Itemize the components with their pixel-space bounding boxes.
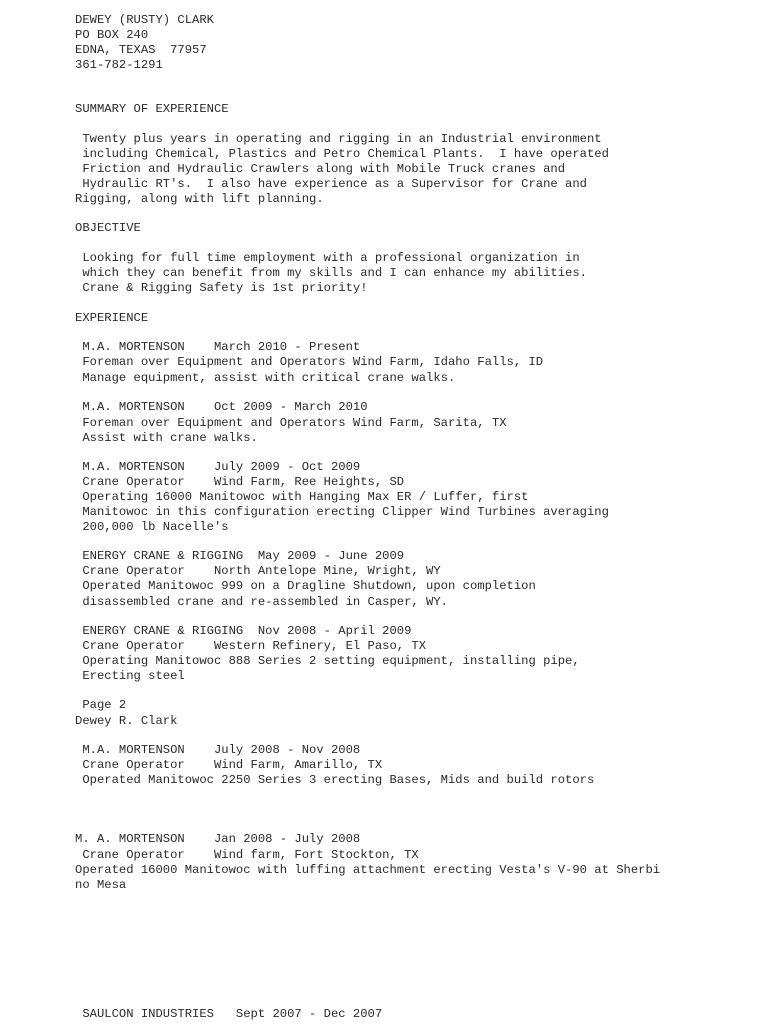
job-detail: Crane Operator Western Refinery, El Paso, TX [75, 639, 427, 653]
job-detail: Manitowoc in this configuration erecting Clipper Wind Turbines averaging [75, 505, 609, 519]
section-heading-objective: OBJECTIVE [75, 221, 141, 235]
job-header: M. A. MORTENSON Jan 2008 - July 2008 [75, 832, 361, 846]
job-detail: Operated Manitowoc 999 on a Dragline Shutdown, upon completion [75, 579, 536, 593]
summary-line: Rigging, along with lift planning. [75, 192, 324, 206]
page-marker: Page 2 [75, 698, 127, 712]
job-detail: Foreman over Equipment and Operators Wind Farm, Sarita, TX [75, 416, 507, 430]
objective-line: Looking for full time employment with a professional organization in [75, 251, 580, 265]
job-detail: Operating 16000 Manitowoc with Hanging Max ER / Luffer, first [75, 490, 529, 504]
summary-line: including Chemical, Plastics and Petro Chemical Plants. I have operated [75, 147, 609, 161]
job-header: ENERGY CRANE & RIGGING May 2009 - June 2009 [75, 549, 405, 563]
job-detail: Foreman over Equipment and Operators Wind Farm, Idaho Falls, ID [75, 355, 544, 369]
section-heading-summary: SUMMARY OF EXPERIENCE [75, 102, 229, 116]
job-header: ENERGY CRANE & RIGGING Nov 2008 - April 2009 [75, 624, 412, 638]
job-header: M.A. MORTENSON March 2010 - Present [75, 340, 361, 354]
header-city: EDNA, TEXAS 77957 [75, 43, 207, 57]
job-detail: Crane Operator North Antelope Mine, Wright, WY [75, 564, 441, 578]
objective-line: which they can benefit from my skills and I can enhance my abilities. [75, 266, 587, 280]
section-heading-experience: EXPERIENCE [75, 311, 149, 325]
job-detail: no Mesa [75, 878, 127, 892]
job-detail: Operated 16000 Manitowoc with luffing attachment erecting Vesta's V-90 at Sherbi [75, 863, 661, 877]
summary-line: Hydraulic RT's. I also have experience as a Supervisor for Crane and [75, 177, 587, 191]
header-name: DEWEY (RUSTY) CLARK [75, 13, 214, 27]
summary-line: Twenty plus years in operating and rigging in an Industrial environment [75, 132, 602, 146]
job-header: M.A. MORTENSON July 2009 - Oct 2009 [75, 460, 361, 474]
job-detail: Manage equipment, assist with critical crane walks. [75, 371, 456, 385]
page-header-name: Dewey R. Clark [75, 714, 178, 728]
job-detail: Assist with crane walks. [75, 431, 258, 445]
job-detail: Operated Manitowoc 2250 Series 3 erecting Bases, Mids and build rotors [75, 773, 595, 787]
job-detail: 200,000 lb Nacelle's [75, 520, 229, 534]
header-phone: 361-782-1291 [75, 58, 163, 72]
job-header: M.A. MORTENSON Oct 2009 - March 2010 [75, 400, 368, 414]
header-address: PO BOX 240 [75, 28, 149, 42]
job-detail: Operating Manitowoc 888 Series 2 setting equipment, installing pipe, [75, 654, 580, 668]
objective-line: Crane & Rigging Safety is 1st priority! [75, 281, 368, 295]
summary-line: Friction and Hydraulic Crawlers along with Mobile Truck cranes and [75, 162, 566, 176]
job-detail: Crane Operator Wind Farm, Ree Heights, SD [75, 475, 405, 489]
job-detail: Crane Operator Wind Farm, Amarillo, TX [75, 758, 383, 772]
job-detail: Crane Operator Wind farm, Fort Stockton, TX [75, 848, 419, 862]
job-header: M.A. MORTENSON July 2008 - Nov 2008 [75, 743, 361, 757]
job-detail: disassembled crane and re-assembled in Casper, WY. [75, 595, 448, 609]
job-header: SAULCON INDUSTRIES Sept 2007 - Dec 2007 [75, 1007, 383, 1021]
job-detail: Erecting steel [75, 669, 185, 683]
